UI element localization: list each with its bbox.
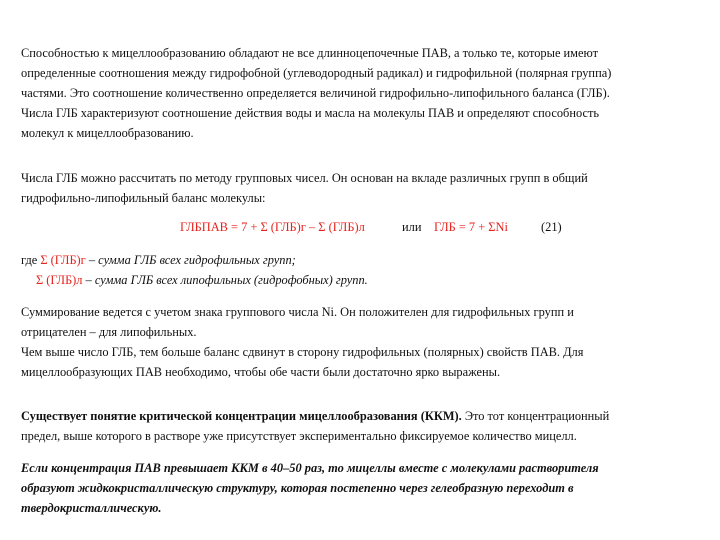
lipophilic-sum-desc: – сумма ГЛБ всех липофильных (гидрофобных) групп. <box>82 273 368 287</box>
paragraph-intro <box>21 43 701 143</box>
paragraph-where <box>21 250 701 290</box>
text-line: Если концентрация ПАВ превышает ККМ в 40–50 раз, то мицеллы вместе с молекулами растворителя <box>21 461 599 475</box>
text-line: определенные соотношения между гидрофобной (углеводородный радикал) и гидрофильной (полярная группа) <box>21 66 612 80</box>
hydrophilic-sum: Σ (ГЛБ)г <box>40 253 86 267</box>
text-line: Чем выше число ГЛБ, тем больше баланс сдвинут в сторону гидрофильных (полярных) свойств ПАВ. Для <box>21 345 584 359</box>
text-line: твердокристаллическую. <box>21 501 162 515</box>
formula-right: ГЛБ = 7 + ΣNi <box>434 220 508 234</box>
formula-or: или <box>402 220 422 234</box>
text-line: отрицателен – для липофильных. <box>21 325 197 339</box>
text-line: гидрофильно-липофильный баланс молекулы: <box>21 191 266 205</box>
lipophilic-sum: Σ (ГЛБ)л <box>36 273 83 287</box>
formula-left: ГЛБПАВ = 7 + Σ (ГЛБ)г – Σ (ГЛБ)л <box>180 220 365 234</box>
where-line-2 <box>21 270 701 290</box>
text-line: мицеллообразующих ПАВ необходимо, чтобы обе части были достаточно ярко выражены. <box>21 365 501 379</box>
paragraph-group-numbers <box>21 168 701 208</box>
text-line: Числа ГЛБ можно рассчитать по методу групповых чисел. Он основан на вкладе различных групп в общий <box>21 171 588 185</box>
paragraph-ccm <box>21 406 701 446</box>
text-line: Способностью к мицеллообразованию обладают не все длинноцепочечные ПАВ, а только те, которые имеют <box>21 46 599 60</box>
text-line: Суммирование ведется с учетом знака группового числа Ni. Он положителен для гидрофильных групп и <box>21 305 574 319</box>
hydrophilic-sum-desc: – сумма ГЛБ всех гидрофильных групп; <box>85 253 296 267</box>
paragraph-liquid-crystal <box>21 458 701 518</box>
where-prefix: где <box>21 253 41 267</box>
ccm-rest: Это тот концентрационный <box>461 409 610 423</box>
ccm-line-1 <box>21 406 701 426</box>
text-line: частями. Это соотношение количественно определяется величиной гидрофильно-липофильного баланса (ГЛБ). <box>21 86 610 100</box>
text-line: предел, выше которого в растворе уже присутствует экспериментально фиксируемое количество мицелл. <box>21 429 577 443</box>
formula-number: (21) <box>541 220 562 234</box>
paragraph-summation <box>21 302 701 382</box>
where-line-1 <box>21 250 701 270</box>
text-line: образуют жидкокристаллическую структуру, которая постепенно через гелеобразную переходит в <box>21 481 574 495</box>
text-line: молекул к мицеллообразованию. <box>21 126 194 140</box>
ccm-definition: Существует понятие критической концентрации мицеллообразования (ККМ). <box>21 409 462 423</box>
text-line: Числа ГЛБ характеризуют соотношение действия воды и масла на молекулы ПАВ и определяют способность <box>21 106 600 120</box>
